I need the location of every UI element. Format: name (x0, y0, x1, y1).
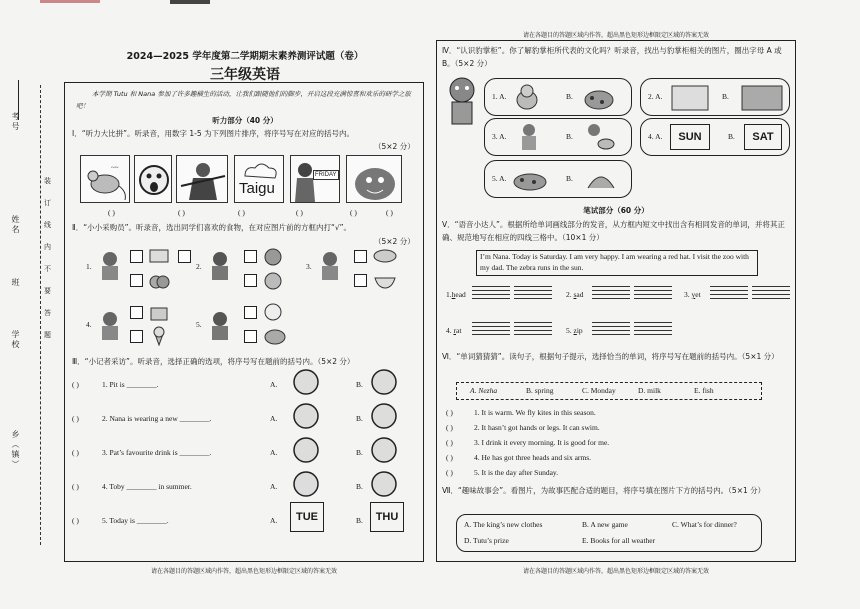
q4-opt-4a[interactable]: 4. A. (648, 132, 663, 141)
apple-icon (262, 270, 284, 290)
q5-word (684, 290, 701, 299)
writing-header: 笔试部分（60 分） (583, 206, 649, 215)
binding-seal-char: 要 (44, 287, 51, 295)
binding-kaohao: 考号 (11, 112, 20, 132)
q1-friday-label: FRIDAY (315, 172, 337, 178)
fruit-icon (148, 270, 170, 290)
q5-word (446, 290, 466, 299)
q5-word-underlined: z (573, 326, 577, 335)
q1-score: （5×2 分） (374, 142, 415, 151)
q5-word-underlined: y (691, 290, 696, 299)
q6-question-text: 5. It is the day after Sunday. (474, 468, 559, 477)
surprised-face-icon (135, 156, 172, 203)
footer-note-right: 请在各题目的答题区域内作答，超出黑色矩形边框限定区域的答案无效 (522, 568, 709, 575)
header-note-right: 请在各题目的答题区域内作答，超出黑色矩形边框限定区域的答案无效 (522, 32, 709, 39)
q5-word-num: 2. (566, 290, 574, 299)
q4-opt-3b[interactable]: B. (566, 132, 573, 141)
q5-word (566, 290, 584, 299)
q3-tag-tue: TUE (290, 502, 324, 532)
binding-xingming: 姓名 (11, 215, 20, 235)
q4-pic-5a (510, 164, 550, 199)
q6-title: Ⅵ．“单词猜猜猜”。读句子，根据句子提示，选择恰当的单词，将序号写在题前的括号内。（5×1 分） (442, 352, 779, 361)
footer-note-left: 请在各题目的答题区域内作答，超出黑色矩形边框限定区域的答案无效 (150, 568, 337, 575)
q5-four-line-grid[interactable] (752, 286, 790, 300)
q3-tag-thu: THU (370, 502, 404, 532)
q7-option: D. Tutu’s prize (464, 536, 509, 545)
q5-word-num: 1. (446, 290, 452, 299)
boy-avatar-icon (98, 310, 122, 340)
q2-1-pic-a (148, 246, 170, 271)
q1-pic-taigu (234, 155, 284, 203)
q4-title: Ⅳ．“认识豹掌柜”。你了解豹掌柜所代表的文化吗？听录音，找出与豹掌柜相关的图片，圈出字母 A 或 B。（5×2 分） (442, 46, 782, 68)
q6-question-text: 2. It hasn’t got hands or legs. It can swim. (474, 423, 600, 432)
binding-seal-char: 题 (44, 331, 51, 339)
q4-opt-5b[interactable]: B. (566, 174, 573, 183)
binding-seal-char: 不 (44, 265, 51, 273)
running-icon (370, 470, 398, 498)
q6-option: B. spring (526, 386, 554, 395)
exam-title: 2024—2025 学年度第二学期期末素养测评试题（卷） (126, 51, 364, 62)
q5-word-rest: ip (576, 326, 583, 335)
q5-word (566, 326, 583, 335)
intro-text: 本学期 Tutu 和 Nana 参加了许多趣横生的活动，让我们跟随他们的脚步，开启这段充满惊喜和欢乐的研学之旅吧！ (76, 90, 411, 110)
binding-xiang: 乡（镇） (11, 430, 20, 470)
scan-artifact-top-2 (170, 0, 210, 4)
q2-2-pic-a (262, 246, 284, 271)
q2-3-pic-b (372, 270, 398, 295)
binding-seal-char: 内 (44, 243, 51, 251)
q5-word-rest: ead (455, 290, 466, 299)
q5-four-line-grid[interactable] (514, 286, 552, 300)
q3-question-text: 3. Pat’s favourite drink is ________. (102, 448, 212, 457)
q4-opt-1b[interactable]: B. (566, 92, 573, 101)
q6-option: E. fish (694, 386, 714, 395)
q2-3-checkbox-b[interactable] (354, 274, 367, 287)
q4-pic-3b (582, 122, 616, 157)
q1-bracket-6[interactable]: ( ) (386, 208, 393, 217)
leopard-icon (582, 82, 616, 112)
q2-3-checkbox-a[interactable] (354, 250, 367, 263)
q1-bracket-4[interactable]: ( ) (296, 208, 303, 217)
q1-pic-friday (290, 155, 340, 203)
q6-question-text: 3. I drink it every morning. It is good for me. (474, 438, 610, 447)
q3-option-b-label: B. (356, 482, 363, 491)
q4-pic-1a (512, 82, 542, 117)
q2-person-1 (98, 250, 122, 285)
leopard-lying-icon (510, 164, 550, 194)
drum-player-icon (582, 122, 616, 152)
chicken-icon (262, 326, 288, 346)
mouse-illustration-icon (81, 156, 130, 203)
svg-text:~~: ~~ (111, 164, 119, 172)
q7-option: A. The king’s new clothes (464, 520, 543, 529)
jumping-leopard-icon (584, 164, 618, 194)
q1-taigu-label: Taigu (239, 180, 275, 197)
q3-answer-paren[interactable]: ( ) (72, 414, 79, 423)
q5-four-line-grid[interactable] (592, 322, 630, 336)
exam-subtitle: 三年级英语 (210, 67, 280, 83)
bread-icon (372, 246, 398, 266)
q6-option: A. Nezha (470, 386, 498, 395)
nezha-figure-icon (177, 156, 228, 203)
swimming-icon (292, 470, 320, 498)
q3-question-text: 4. Toby ________ in summer. (102, 482, 192, 491)
q2-score: （5×2 分） (374, 237, 415, 246)
binding-seal (44, 170, 54, 346)
q6-option: D. milk (638, 386, 661, 395)
q3-question-text: 5. Today is ________. (102, 516, 169, 525)
girl-avatar-icon (208, 250, 232, 280)
binding-seal-char: 答 (44, 309, 51, 317)
q6-question-text: 4. He has got three heads and six arms. (474, 453, 592, 462)
q2-1-pic-b (148, 270, 170, 295)
q5-four-line-grid[interactable] (634, 286, 672, 300)
q3-option-a-label: A. (270, 380, 278, 389)
binding-ban: 班 (11, 278, 20, 288)
q3-answer-paren[interactable]: ( ) (72, 516, 79, 525)
dress-icon (292, 402, 320, 430)
q2-5-checkbox-a[interactable] (244, 306, 257, 319)
q4-tag-sat: SAT (744, 124, 782, 150)
q3-option-a-label: A. (270, 482, 278, 491)
q7-title: Ⅶ．“趣味故事会”。看图片，为故事匹配合适的题目，将序号填在图片下方的括号内。（5×1 分） (442, 486, 766, 495)
boy-avatar-icon (208, 310, 232, 340)
q2-num-3: 3. (306, 262, 312, 271)
q4-opt-2b[interactable]: B. (722, 92, 729, 101)
q4-pic-1b (582, 82, 616, 117)
q4-pic-2a (670, 82, 710, 117)
q5-word-rest: ad (576, 290, 584, 299)
q2-1-checkbox-b[interactable] (130, 274, 143, 287)
q2-person-2 (208, 250, 232, 285)
q3-question-text: 1. Pit is ________. (102, 380, 159, 389)
q5-title: Ⅴ．“语音小达人”。根据所给单词画线部分的发音，从方框内短文中找出含有相同发音的单词，并将其正确、规范地写在相应的四线三格中。（10×1 分） (442, 220, 785, 242)
q3-option-b-label: B. (356, 414, 363, 423)
q3-question-text: 2. Nana is wearing a new ________. (102, 414, 212, 423)
q4-opt-2a[interactable]: 2. A. (648, 92, 663, 101)
q5-word-rest: et (695, 290, 701, 299)
cake-icon (148, 302, 170, 322)
q2-num-1: 1. (86, 262, 92, 271)
angry-face-icon (292, 368, 320, 396)
q2-2-checkbox-b[interactable] (244, 274, 257, 287)
q2-1-checkbox-c[interactable] (178, 250, 191, 263)
binding-seal-char: 订 (44, 199, 51, 207)
q2-3-pic-a (372, 246, 398, 271)
q5-word-num: 5. (566, 326, 574, 335)
leopard-mascot-icon (444, 74, 480, 128)
q5-four-line-grid[interactable] (710, 286, 748, 300)
q2-num-5: 5. (196, 320, 202, 329)
q5-word-underlined: r (453, 326, 456, 335)
ice-cream-icon (148, 326, 170, 346)
food-icon (148, 246, 170, 266)
juice-icon (292, 436, 320, 464)
q6-answer-paren[interactable]: ( ) (446, 423, 453, 432)
q2-1-checkbox-a[interactable] (130, 250, 143, 263)
q5-four-line-grid[interactable] (514, 322, 552, 336)
q1-bracket-3[interactable]: ( ) (238, 208, 245, 217)
tomato-icon (262, 246, 284, 266)
binding-seal-char: 装 (44, 177, 51, 185)
q2-4-pic-a (148, 302, 170, 327)
q5-four-line-grid[interactable] (634, 322, 672, 336)
binding-kaohao-line (18, 80, 19, 120)
q3-answer-paren[interactable]: ( ) (72, 380, 79, 389)
q5-passage: I’m Nana. Today is Saturday. I am very happy. I am wearing a red hat. I visit the zoo with my dad. The zebra runs in the sun. (480, 252, 749, 272)
q4-opt-3a[interactable]: 3. A. (492, 132, 507, 141)
q3-option-b-label: B. (356, 516, 363, 525)
q2-person-4 (98, 310, 122, 345)
q3-answer-paren[interactable]: ( ) (72, 448, 79, 457)
q1-pic-mouse (80, 155, 130, 203)
binding-strip (0, 0, 62, 609)
q6-answer-paren[interactable]: ( ) (446, 438, 453, 447)
q2-2-checkbox-a[interactable] (244, 250, 257, 263)
q1-pic-leopard (346, 155, 402, 203)
q4-tag-sun: SUN (670, 124, 710, 150)
q5-word-underlined: s (573, 290, 577, 299)
q4-pic-3a (514, 122, 544, 157)
binding-dashed-line (40, 85, 41, 545)
scene-icon (670, 82, 710, 112)
q6-answer-paren[interactable]: ( ) (446, 408, 453, 417)
listening-header: 听力部分（40 分） (212, 116, 278, 125)
q2-4-checkbox-b[interactable] (130, 330, 143, 343)
q3-option-a-label: A. (270, 448, 278, 457)
q5-four-line-grid[interactable] (472, 322, 510, 336)
q4-leopard-mascot (444, 74, 480, 133)
q5-word-underlined: h (451, 290, 456, 299)
q2-person-3 (318, 250, 342, 285)
q2-5-pic-a (262, 302, 284, 327)
q4-opt-1a[interactable]: 1. A. (492, 92, 507, 101)
q5-word-rest: at (456, 326, 462, 335)
q3-title: Ⅲ．“小记者采访”。听录音，选择正确的选项，将序号写在题前的括号内。（5×2 分） (72, 357, 355, 366)
binding-seal-char: 线 (44, 221, 51, 229)
boy-avatar-icon (318, 250, 342, 280)
q2-4-checkbox-a[interactable] (130, 306, 143, 319)
q2-num-4: 4. (86, 320, 92, 329)
leopard-figure-icon (347, 156, 402, 203)
q5-word-num: 3. (684, 290, 692, 299)
q7-option: E. Books for all weather (582, 536, 656, 545)
q3-option-a-label: A. (270, 516, 278, 525)
plate-icon (262, 302, 284, 322)
binding-xuexiao: 学校 (11, 330, 20, 350)
q1-title: Ⅰ．“听力大比拼”。听录音，用数字 1-5 为下列图片排序，将序号写在对应的括号内。 (72, 129, 354, 138)
q1-pic-face (134, 155, 172, 203)
q3-option-a-label: A. (270, 414, 278, 423)
q7-option: C. What’s for dinner? (672, 520, 737, 529)
q5-word-num: 4. (446, 326, 454, 335)
q4-opt-4b[interactable]: B. (728, 132, 735, 141)
q2-2-pic-b (262, 270, 284, 295)
q6-answer-paren[interactable]: ( ) (446, 468, 453, 477)
q4-pic-5b (584, 164, 618, 199)
sad-face-icon (370, 368, 398, 396)
q1-pic-nezha (176, 155, 228, 203)
q5-four-line-grid[interactable] (592, 286, 630, 300)
q2-num-2: 2. (196, 262, 202, 271)
q4-pic-2b (740, 82, 784, 117)
q7-option: B. A new game (582, 520, 628, 529)
q2-person-5 (208, 310, 232, 345)
skirt-icon (370, 402, 398, 430)
q2-5-checkbox-b[interactable] (244, 330, 257, 343)
q1-bracket-2[interactable]: ( ) (178, 208, 185, 217)
q5-four-line-grid[interactable] (472, 286, 510, 300)
q6-option: C. Monday (582, 386, 616, 395)
q3-option-b-label: B. (356, 380, 363, 389)
q2-5-pic-b (262, 326, 288, 351)
ornament-icon (740, 82, 784, 112)
q4-opt-5a[interactable]: 5. A. (492, 174, 507, 183)
q3-answer-paren[interactable]: ( ) (72, 482, 79, 491)
noodles-icon (372, 270, 398, 290)
milk-icon (370, 436, 398, 464)
q2-4-pic-b (148, 326, 170, 351)
q3-option-b-label: B. (356, 448, 363, 457)
boy-avatar-icon (98, 250, 122, 280)
q6-answer-paren[interactable]: ( ) (446, 453, 453, 462)
kid-icon (514, 122, 544, 152)
q2-title: Ⅱ．“小小采购员”。听录音，选出同学们喜欢的食物，在对应图片前的方框内打“√”。 (72, 223, 352, 232)
q1-bracket-5[interactable]: ( ) (350, 208, 357, 217)
q6-question-text: 1. It is warm. We fly kites in this season. (474, 408, 596, 417)
cat-icon (512, 82, 542, 112)
q5-word (446, 326, 461, 335)
q1-bracket-1[interactable]: ( ) (108, 208, 115, 217)
